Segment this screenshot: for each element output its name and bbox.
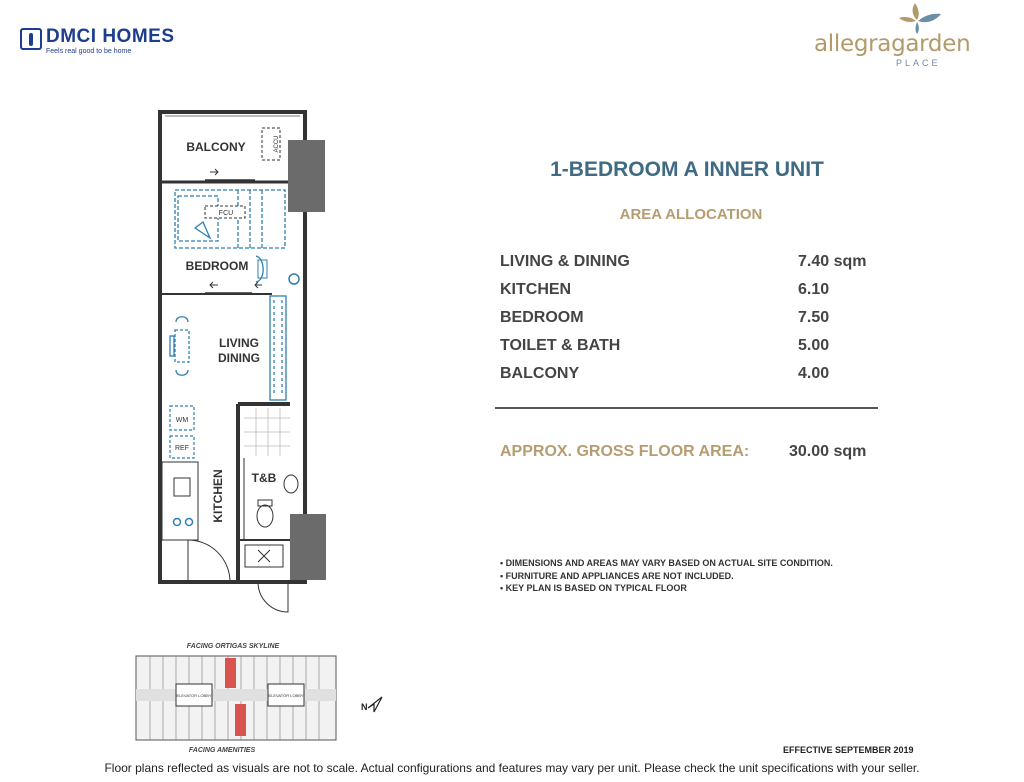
lavatory: [284, 475, 298, 493]
dining-table: [175, 330, 189, 362]
kitchen-sink: [174, 478, 190, 496]
effective-date: EFFECTIVE SEPTEMBER 2019: [783, 745, 914, 755]
area-row: [500, 248, 880, 276]
structural-column: [290, 514, 326, 580]
room-label-bedroom: BEDROOM: [185, 259, 249, 273]
room-label-dining: DINING: [218, 351, 260, 365]
wm-label: WM: [175, 417, 189, 424]
area-row: [500, 304, 880, 332]
area-label: LIVING & DINING: [500, 253, 630, 270]
ref-label: REF: [175, 445, 189, 452]
area-value: 4.00: [798, 365, 830, 382]
key-plan-facing-top: FACING ORTIGAS SKYLINE: [186, 643, 280, 650]
structural-column: [288, 140, 325, 212]
elevator-lobby-label: ELEVATOR LOBBY: [268, 693, 304, 698]
unit-title: 1-BEDROOM A INNER UNIT: [550, 158, 824, 181]
gross-floor-area-value: 30.00 sqm: [789, 443, 867, 460]
bed: [175, 190, 285, 248]
dmci-logo-icon: [20, 28, 42, 50]
kitchen-counter: [162, 462, 198, 540]
notes-list: [500, 557, 833, 595]
dmci-homes-logo: [20, 27, 175, 55]
wardrobe: [270, 296, 286, 400]
area-value: 7.40 sqm: [798, 253, 867, 270]
note-item: • FURNITURE AND APPLIANCES ARE NOT INCLUDED.: [500, 570, 734, 581]
area-label: BEDROOM: [500, 309, 584, 326]
project-name: [814, 31, 970, 57]
allegra-garden-place-logo: [800, 3, 1010, 73]
area-row: [500, 332, 880, 360]
area-allocation-list: [500, 248, 880, 388]
project-name-part2: garden: [891, 31, 971, 57]
project-subname: PLACE: [896, 58, 941, 68]
disclaimer: Floor plans reflected as visuals are not to scale. Actual configurations and features may vary per unit. Please check the unit specifications with your seller.: [104, 761, 920, 775]
highlighted-unit: [225, 658, 236, 688]
corridor: [136, 689, 336, 701]
note-item: • KEY PLAN IS BASED ON TYPICAL FLOOR: [500, 583, 687, 593]
developer-name: DMCI HOMES: [46, 26, 175, 47]
gross-floor-area-label: APPROX. GROSS FLOOR AREA:: [500, 443, 750, 460]
area-row: [500, 360, 880, 388]
unit-floor-plan: [150, 105, 340, 615]
area-label: BALCONY: [500, 365, 580, 382]
north-label: N: [361, 702, 368, 712]
room-label-toilet-bath: T&B: [251, 471, 277, 485]
elevator-lobby-label: ELEVATOR LOBBY: [176, 693, 212, 698]
north-arrow-icon: [368, 697, 382, 712]
fcu-label: FCU: [218, 210, 234, 217]
key-plan: [126, 636, 396, 758]
area-label: TOILET & BATH: [500, 337, 621, 354]
section-divider: [495, 407, 878, 409]
area-row: [500, 276, 880, 304]
stove-burner: [174, 519, 181, 526]
room-label-living: LIVING: [218, 336, 260, 350]
accu-label: ACCU: [274, 135, 280, 153]
toilet-bowl: [257, 505, 273, 527]
highlighted-unit: [235, 704, 246, 736]
stove-burner: [186, 519, 193, 526]
project-name-part1: allegra: [814, 31, 892, 57]
note-item: • DIMENSIONS AND AREAS MAY VARY BASED ON ACTUAL SITE CONDITION.: [500, 558, 833, 568]
area-label: KITCHEN: [500, 281, 572, 298]
room-label-kitchen: KITCHEN: [211, 469, 225, 523]
developer-tagline: Feels real good to be home: [46, 48, 132, 55]
room-label-balcony: BALCONY: [186, 140, 246, 154]
key-plan-facing-bottom: FACING AMENITIES: [188, 747, 256, 754]
area-value: 5.00: [798, 337, 830, 354]
bedroom-lamp: [289, 274, 299, 284]
area-value: 7.50: [798, 309, 830, 326]
area-value: 6.10: [798, 281, 830, 298]
area-allocation-title: AREA ALLOCATION: [619, 206, 763, 223]
